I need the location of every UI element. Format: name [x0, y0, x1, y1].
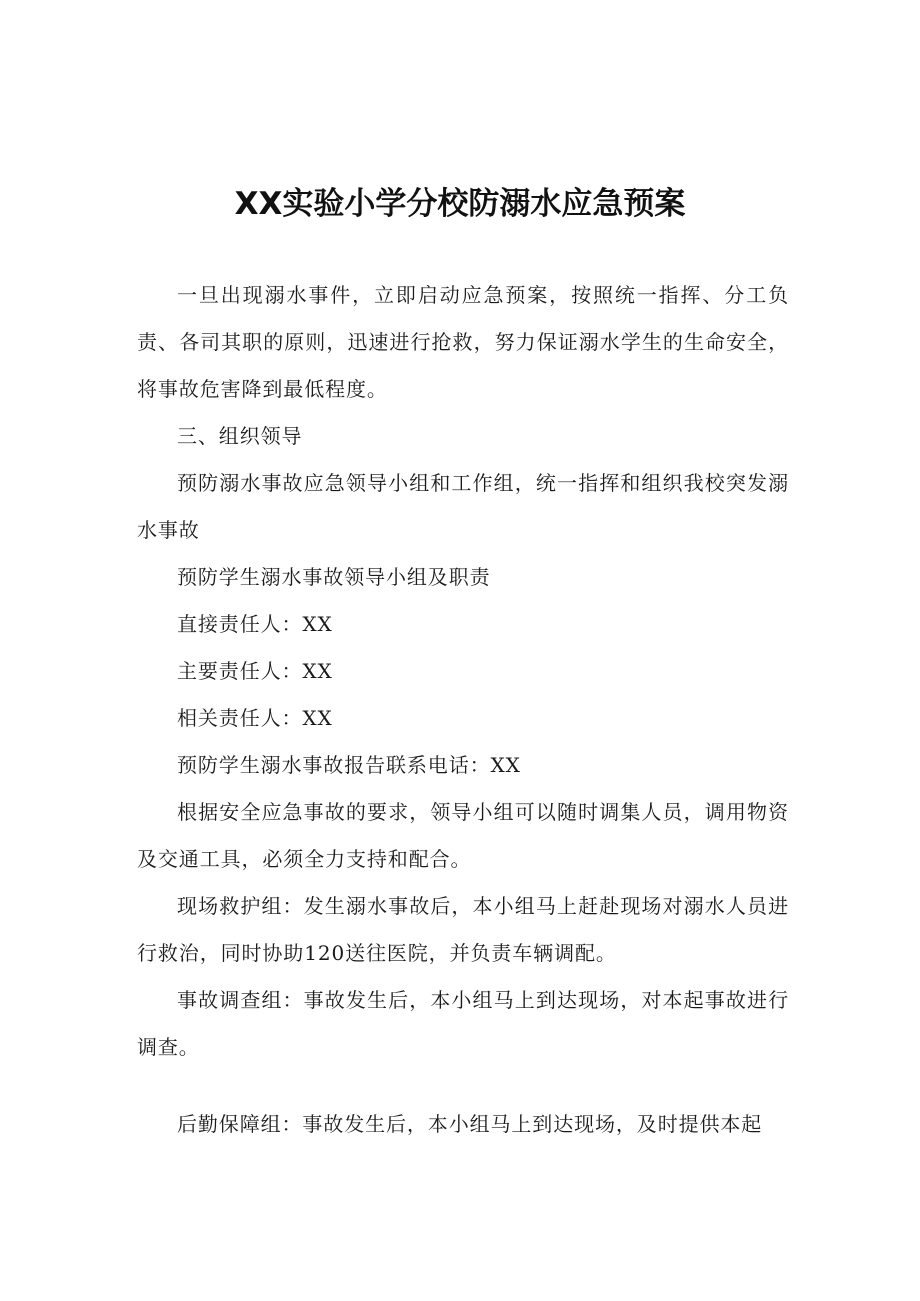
paragraph-related-responsible: 相关责任人：XX [177, 706, 333, 730]
paragraph-rescue-team: 现场救护组：发生溺水事故后，本小组马上赶赴现场对溺水人员进行救治，同时协助120送往医院，并负责车辆调配。 [137, 894, 789, 965]
paragraph-logistics-team: 后勤保障组：事故发生后，本小组马上到达现场，及时提供本起 [177, 1112, 763, 1136]
paragraph-emergency-requirements: 根据安全应急事故的要求，领导小组可以随时调集人员，调用物资及交通工具，必须全力支持和配合。 [137, 800, 789, 871]
paragraph-main-responsible: 主要责任人：XX [177, 659, 333, 683]
document-title: XX实验小学分校防溺水应急预案 [234, 186, 686, 222]
paragraph-intro: 一旦出现溺水事件，立即启动应急预案，按照统一指挥、分工负责、各司其职的原则，迅速进行抢救，努力保证溺水学生的生命安全，将事故危害降到最低程度。 [137, 283, 789, 401]
paragraph-direct-responsible: 直接责任人：XX [177, 612, 333, 636]
section-heading-organization: 三、组织领导 [177, 424, 303, 448]
paragraph-leadership-group: 预防溺水事故应急领导小组和工作组，统一指挥和组织我校突发溺水事故 [137, 471, 789, 542]
paragraph-report-phone: 预防学生溺水事故报告联系电话：XX [177, 753, 521, 777]
paragraph-investigation-team: 事故调查组：事故发生后，本小组马上到达现场，对本起事故进行调查。 [137, 988, 789, 1059]
paragraph-group-duties: 预防学生溺水事故领导小组及职责 [177, 565, 491, 589]
document-body [137, 272, 789, 1148]
